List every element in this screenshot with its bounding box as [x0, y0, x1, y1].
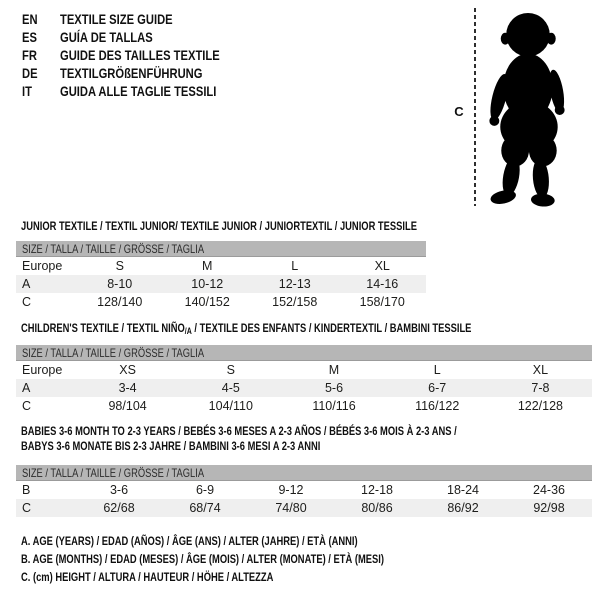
row-label: Europe	[22, 259, 63, 273]
row-label: C	[22, 295, 32, 309]
size-header-bar	[16, 465, 592, 481]
size-cell: XL	[374, 259, 390, 273]
size-header-bar	[16, 241, 426, 257]
months-cell: 24-36	[533, 483, 565, 497]
title-subscript: /A	[184, 326, 192, 336]
title-suffix: / TEXTILE DES ENFANTS / KINDERTEXTIL / BAMBINI TESSILE	[191, 321, 472, 335]
language-row-it	[22, 82, 260, 100]
babies-title-line2: BABYS 3-6 MONATE BIS 2-3 JAHRE / BAMBINI 3-6 MESI A 2-3 ANNI	[21, 439, 321, 453]
table-row-age	[16, 275, 426, 293]
legend-line-c	[21, 568, 486, 586]
age-cell: 7-8	[531, 381, 550, 395]
language-title-list	[22, 10, 260, 100]
legend-line-b	[21, 550, 486, 568]
legend-text-c: C. (cm) HEIGHT / ALTURA / HAUTEUR / HÖHE / ALTEZZA	[21, 570, 274, 584]
junior-size-table	[16, 241, 426, 311]
age-cell: 5-6	[324, 381, 344, 395]
months-cell: 12-18	[361, 483, 393, 497]
height-cell: 152/158	[272, 295, 318, 309]
height-cell: 110/116	[312, 399, 356, 413]
children-table-title-text	[21, 321, 471, 339]
language-title: GUIDE DES TAILLES TEXTILE	[60, 47, 220, 63]
babies-title-line1: BABIES 3-6 MONTH TO 2-3 YEARS / BEBÉS 3-6 MESES A 2-3 AÑOS / BÉBÉS 3-6 MOIS À 2-3 ANS /	[21, 424, 457, 438]
age-cell: 10-12	[191, 277, 224, 291]
age-cell: 14-16	[366, 277, 399, 291]
size-cell: XS	[119, 363, 136, 377]
size-cell: M	[328, 363, 340, 377]
babies-size-table	[16, 465, 592, 517]
height-cell: 80/86	[361, 501, 393, 515]
language-title: GUIDA ALLE TAGLIE TESSILI	[60, 83, 217, 99]
children-table-title	[21, 321, 598, 339]
months-cell: 9-12	[278, 483, 304, 497]
table-row-height	[16, 397, 592, 415]
height-cell: 158/170	[359, 295, 405, 309]
junior-table-title	[21, 219, 529, 234]
legend-text-a: A. AGE (YEARS) / EDAD (AÑOS) / ÂGE (ANS) / ALTER (JAHRE) / ETÀ (ANNI)	[21, 534, 358, 548]
height-cell: 74/80	[275, 501, 307, 515]
height-cell: 86/92	[447, 501, 479, 515]
children-size-table	[16, 345, 592, 415]
row-label: B	[22, 483, 31, 497]
table-row-europe	[16, 361, 592, 379]
language-row-es	[22, 28, 260, 46]
table-row-europe	[16, 257, 426, 275]
months-cell: 6-9	[195, 483, 215, 497]
row-label: A	[22, 277, 31, 291]
size-cell: L	[291, 259, 299, 273]
language-row-en	[22, 10, 260, 28]
age-cell: 8-10	[107, 277, 133, 291]
height-cell: 140/152	[184, 295, 230, 309]
height-measure-dashed-line	[474, 8, 476, 206]
height-cell: 128/140	[97, 295, 143, 309]
height-cell: 92/98	[533, 501, 565, 515]
size-header-text: SIZE / TALLA / TAILLE / GRÖSSE / TAGLIA	[22, 465, 205, 480]
age-cell: 12-13	[278, 277, 311, 291]
babies-table-title	[21, 424, 580, 454]
language-code: ES	[22, 29, 37, 45]
age-cell: 3-4	[118, 381, 137, 395]
months-cell: 18-24	[447, 483, 479, 497]
legend-text-b: B. AGE (MONTHS) / EDAD (MESES) / ÂGE (MOIS) / ALTER (MONATE) / ETÀ (MESI)	[21, 552, 384, 566]
row-label: C	[22, 399, 32, 413]
row-label: C	[22, 501, 32, 515]
size-cell: M	[202, 259, 213, 273]
height-cell: 104/110	[208, 399, 253, 413]
height-cell: 116/122	[415, 399, 460, 413]
age-cell: 4-5	[221, 381, 240, 395]
title-prefix: CHILDREN'S TEXTILE / TEXTIL NIÑO	[21, 321, 185, 335]
table-row-months	[16, 481, 592, 499]
size-cell: XL	[532, 363, 549, 377]
language-code: IT	[22, 83, 32, 99]
junior-table-title-text: JUNIOR TEXTILE / TEXTIL JUNIOR/ TEXTILE JUNIOR / JUNIORTEXTIL / JUNIOR TESSILE	[21, 219, 417, 233]
size-cell: L	[433, 363, 441, 377]
language-row-de	[22, 64, 260, 82]
height-cell: 122/128	[517, 399, 563, 413]
size-header-text: SIZE / TALLA / TAILLE / GRÖSSE / TAGLIA	[22, 241, 205, 256]
row-label: Europe	[22, 363, 63, 377]
height-measure-label: C	[454, 104, 464, 119]
language-row-fr	[22, 46, 260, 64]
height-cell: 62/68	[103, 501, 135, 515]
language-code: DE	[22, 65, 38, 81]
age-cell: 6-7	[428, 381, 447, 395]
months-cell: 3-6	[109, 483, 129, 497]
size-cell: S	[115, 259, 124, 273]
table-row-age	[16, 379, 592, 397]
legend	[21, 532, 486, 586]
height-cell: 68/74	[189, 501, 221, 515]
size-cell: S	[226, 363, 235, 377]
height-cell: 98/104	[108, 399, 147, 413]
row-label: A	[22, 381, 31, 395]
language-title: TEXTILGRÖßENFÜHRUNG	[60, 65, 203, 81]
size-header-text: SIZE / TALLA / TAILLE / GRÖSSE / TAGLIA	[22, 345, 205, 360]
table-row-height	[16, 293, 426, 311]
language-title: GUÍA DE TALLAS	[60, 29, 153, 45]
language-code: EN	[22, 11, 38, 27]
language-code: FR	[22, 47, 37, 63]
toddler-silhouette	[482, 10, 572, 208]
size-header-bar	[16, 345, 592, 361]
language-title: TEXTILE SIZE GUIDE	[60, 11, 173, 27]
legend-line-a	[21, 532, 486, 550]
table-row-height	[16, 499, 592, 517]
